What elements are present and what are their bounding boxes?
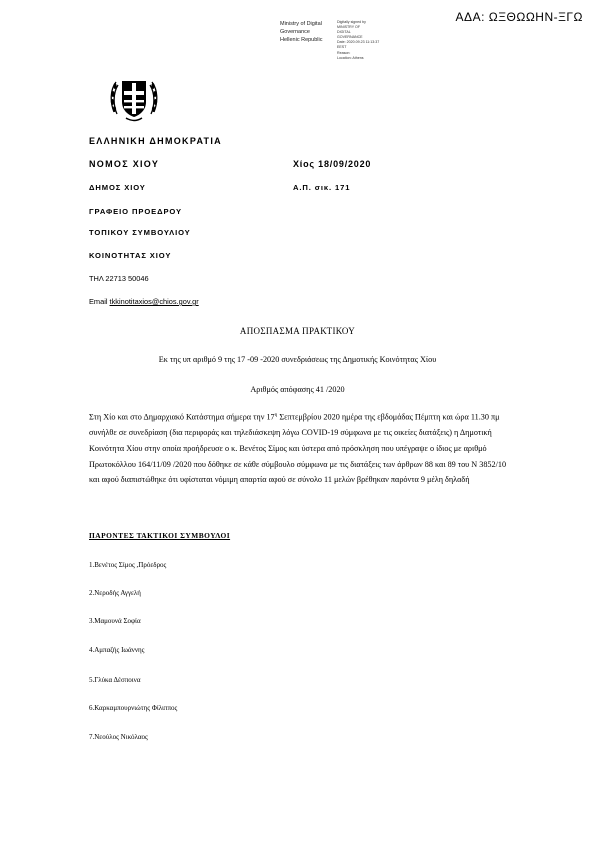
document-title: ΑΠΟΣΠΑΣΜΑ ΠΡΑΚΤΙΚΟΥ	[239, 326, 356, 336]
prefecture: ΝΟΜΟΣ ΧΙΟΥ	[89, 159, 160, 169]
stamp-detail: DIGITAL	[337, 30, 351, 35]
list-item: 7.Νεούλος Νικόλαος	[89, 733, 148, 741]
office-line: ΓΡΑΦΕΙΟ ΠΡΟΕΔΡΟΥ	[89, 207, 182, 216]
minutes-body	[89, 408, 515, 488]
email-line	[89, 297, 199, 306]
municipality: ΔΗΜΟΣ ΧΙΟΥ	[89, 183, 146, 192]
decision-number: Αριθμός απόφασης 41 /2020	[250, 385, 345, 394]
stamp-detail: EEST	[337, 45, 347, 50]
list-item: 1.Βενέτος Σίμος ,Πρόεδρος	[89, 561, 167, 569]
email-link[interactable]: tkkinotitaxios@chios.gov.gr	[109, 297, 199, 306]
phone: ΤΗΛ 22713 50046	[89, 274, 149, 283]
ada-code: ΑΔΑ: ΩΞΘΩΩΗΝ-ΞΓΩ	[455, 10, 583, 24]
office-line: ΚΟΙΝΟΤΗΤΑΣ ΧΙΟΥ	[89, 251, 172, 260]
stamp-detail: MINISTRY OF	[337, 25, 361, 30]
body-sup: η	[274, 413, 278, 418]
signature-details	[337, 20, 397, 61]
stamp-line: Governance	[280, 29, 310, 35]
place-date: Χίος 18/09/2020	[293, 159, 372, 169]
coat-of-arms-icon	[108, 72, 160, 124]
protocol-number: Α.Π. σικ. 171	[293, 183, 351, 192]
list-item: 5.Γλύκα Δέσποινα	[89, 676, 141, 684]
office-line: ΤΟΠΙΚΟΥ ΣΥΜΒΟΥΛΙΟΥ	[89, 228, 191, 237]
present-members-heading: ΠΑΡΟΝΤΕΣ ΤΑΚΤΙΚΟΙ ΣΥΜΒΟΥΛΟΙ	[89, 531, 231, 540]
body-text: Σεπτεμβρίου 2020 ημέρα της εβδομάδας Πέμπτη και ώρα 11.30 πμ συνήλθε σε συνεδρίαση (δια περιφοράς και τηλεδιάσκεψη λόγω COVID-19 σύμφωνα με τις οικείες διατάξεις) η Δημοτική Κοινότητα Χίου στην οποία προήδρευσε ο κ. Βενέτος Σίμος και ύστερα από πρόσκληση που υπέγραψε ο ίδιος με αριθμό Πρωτοκόλλου 164/11/09 /2020 που δόθηκε σε κάθε σύμβουλο σύμφωνα με τις διατάξεις των άρθρων 88 και 89 του Ν 3852/10 και αφού διαπιστώθηκε ότι υφίσταται νόμιμη απαρτία αφού σε σύνολο 11 μελών βρέθηκαν παρόντα 9 μέλη δηλαδή	[89, 412, 507, 485]
stamp-detail: Reason:	[337, 50, 351, 55]
stamp-detail: Digitally signed by	[337, 20, 366, 24]
list-item: 6.Καρκαμπουρνιώτης Φίλιππος	[89, 704, 178, 712]
republic-heading: ΕΛΛΗΝΙΚΗ ΔΗΜΟΚΡΑΤΙΑ	[89, 136, 222, 146]
signature-stamp	[280, 20, 323, 44]
stamp-line: Ministry of Digital	[280, 21, 322, 27]
stamp-detail: GOVERNANCE	[337, 35, 363, 40]
list-item: 2.Νεροδής Αγγελή	[89, 589, 141, 597]
list-item: 3.Μαμουνά Σοφία	[89, 617, 141, 625]
session-subtitle: Εκ της υπ αριθμό 9 της 17 -09 -2020 συνεδριάσεως της Δημοτικής Κοινότητας Χίου	[158, 355, 437, 364]
list-item: 4.Αμπαζής Ιωάννης	[89, 646, 145, 654]
stamp-line: Hellenic Republic	[280, 37, 323, 43]
stamp-detail: Date: 2020.09.23 11:13:37	[337, 40, 380, 45]
email-label: Email	[89, 297, 108, 306]
body-text: Στη Χίο και στο Δημαρχιακό Κατάστημα σήμερα την 17	[89, 412, 275, 422]
stamp-detail: Location: Athens	[337, 55, 364, 60]
